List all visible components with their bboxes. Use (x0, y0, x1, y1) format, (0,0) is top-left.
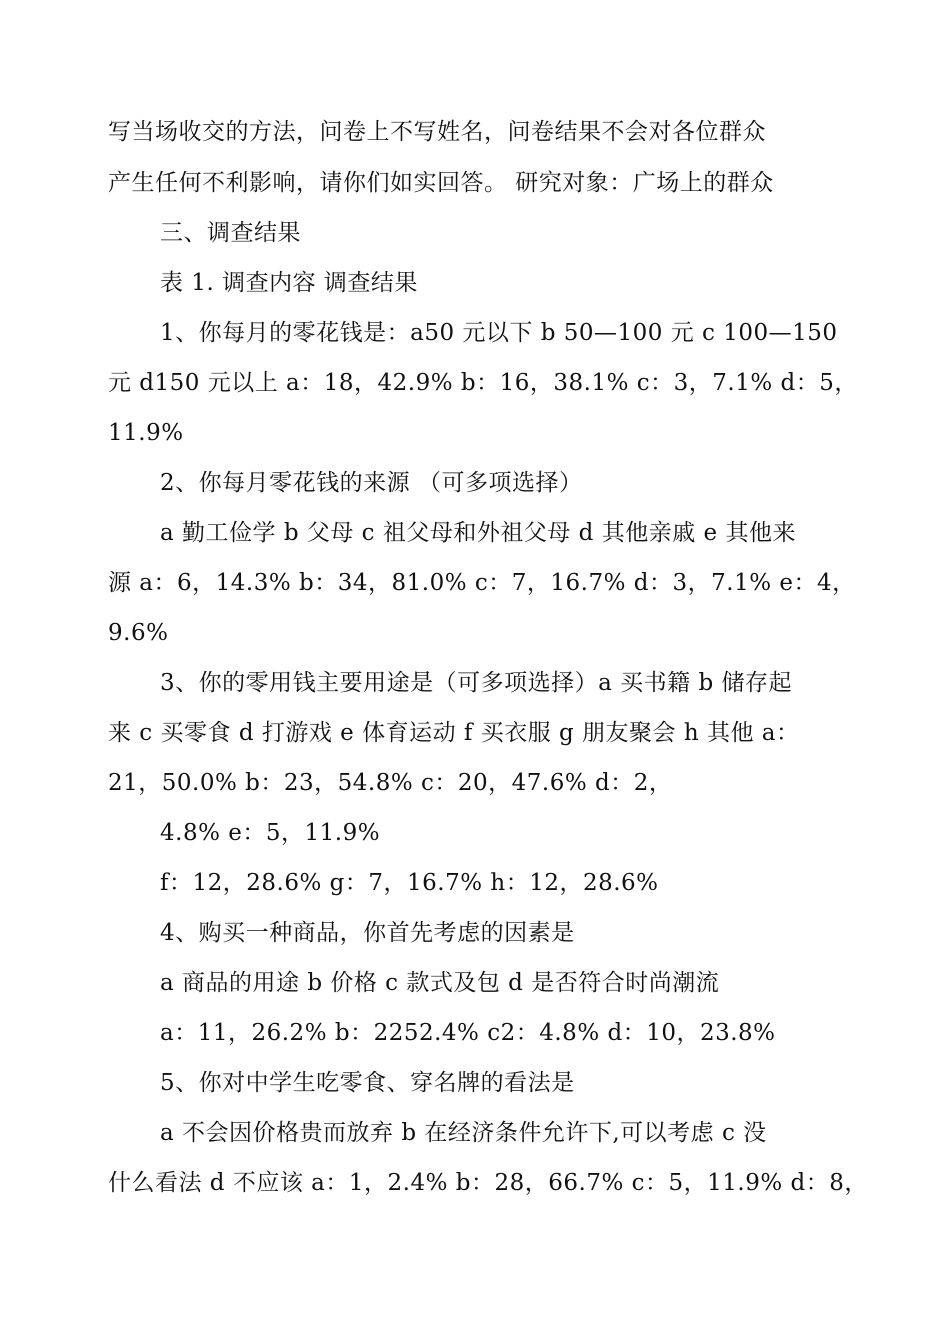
table-caption: 表 1. 调查内容 调查结果 (160, 270, 418, 296)
question-2: 2、你每月零花钱的来源 （可多项选择） (160, 470, 583, 496)
question-5: 5、你对中学生吃零食、穿名牌的看法是 (160, 1070, 575, 1096)
text-line: 源 a：6，14.3% b：34，81.0% c：7，16.7% d：3，7.1% e：4， (108, 570, 856, 596)
text-line: 4.8% e：5，11.9% (160, 820, 381, 846)
text-line: 9.6% (108, 620, 169, 646)
text-line: 写当场收交的方法，问卷上不写姓名，问卷结果不会对各位群众 (108, 119, 766, 145)
question-4: 4、购买一种商品，你首先考虑的因素是 (160, 920, 575, 946)
text-line: 产生任何不利影响，请你们如实回答。 研究对象：广场上的群众 (108, 170, 774, 196)
text-line: a：11，26.2% b：2252.4% c2：4.8% d：10，23.8% (160, 1020, 776, 1046)
text-line: a 勤工俭学 b 父母 c 祖父母和外祖父母 d 其他亲戚 e 其他来 (160, 520, 796, 546)
question-3: 3、你的零用钱主要用途是（可多项选择）a 买书籍 b 储存起 (160, 670, 793, 696)
text-line: f：12，28.6% g：7，16.7% h：12，28.6% (160, 870, 659, 896)
text-line: 来 c 买零食 d 打游戏 e 体育运动 f 买衣服 g 朋友聚会 h 其他 a： (108, 720, 800, 746)
question-1: 1、你每月的零花钱是：a50 元以下 b 50—100 元 c 100—150 (160, 320, 838, 346)
text-line: a 商品的用途 b 价格 c 款式及包 d 是否符合时尚潮流 (160, 970, 720, 996)
section-heading: 三、调查结果 (160, 220, 301, 246)
text-line: 元 d150 元以上 a：18，42.9% b：16，38.1% c：3，7.1% d：5， (108, 370, 858, 396)
text-line: 什么看法 d 不应该 a：1，2.4% b：28，66.7% c：5，11.9% d：8， (108, 1170, 868, 1196)
text-line: 11.9% (108, 420, 184, 446)
text-line: 21，50.0% b：23，54.8% c：20，47.6% d：2， (108, 770, 673, 796)
text-line: a 不会因价格贵而放弃 b 在经济条件允许下,可以考虑 c 没 (160, 1120, 767, 1146)
